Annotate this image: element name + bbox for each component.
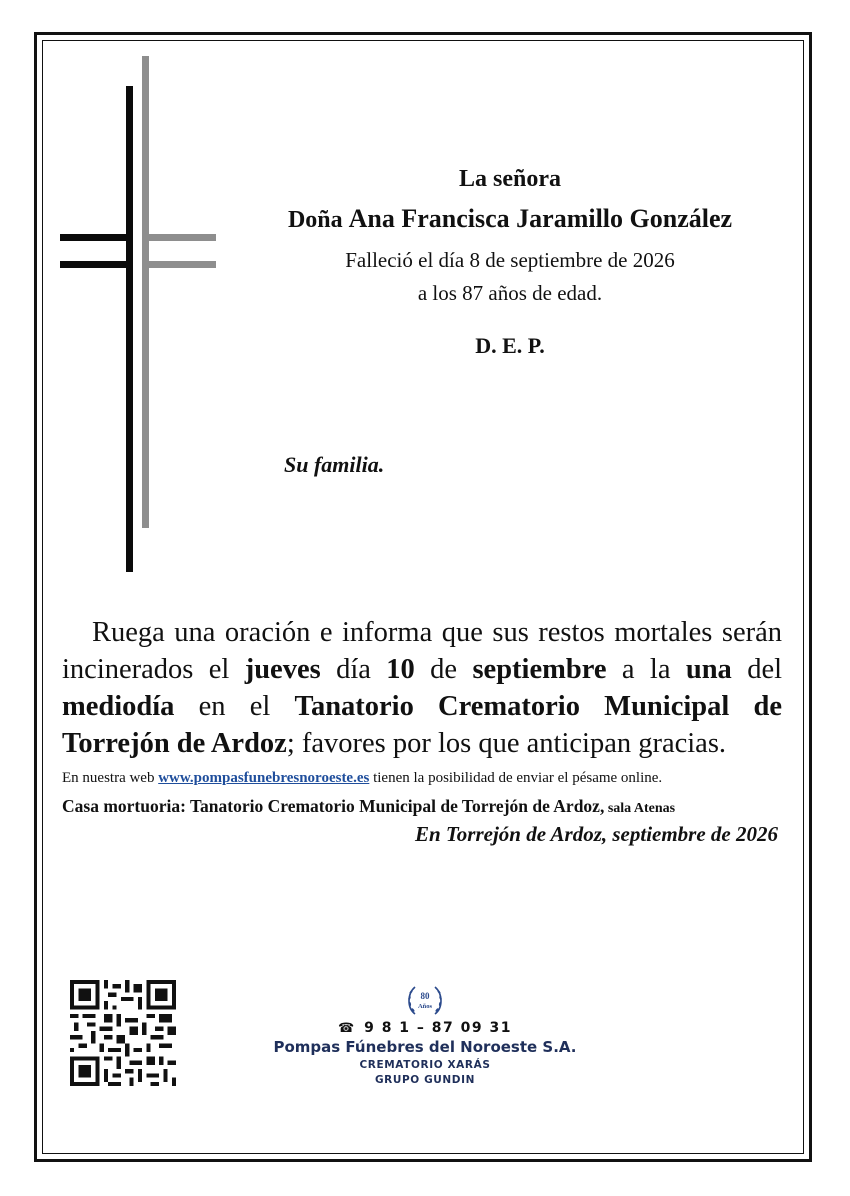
announcement-text-2: día	[320, 654, 387, 685]
age-line: a los 87 años de edad.	[417, 281, 603, 305]
group-name: GRUPO GUNDIN	[374, 1074, 476, 1086]
phone-line	[260, 1020, 590, 1036]
crematorium-name: CREMATORIO XARÁS	[359, 1059, 491, 1071]
web-notice	[62, 770, 792, 787]
web-prefix: En nuestra web	[62, 770, 159, 786]
cross-black-vertical	[126, 86, 133, 572]
telephone-icon: ☎	[338, 1021, 356, 1036]
announcement-paragraph	[62, 614, 782, 762]
cross-grey-arm-bottom	[142, 261, 216, 268]
cross-grey-vertical	[142, 56, 149, 528]
death-date: Falleció el día 8 de septiembre de 2026	[345, 248, 675, 272]
company-name: Pompas Fúnebres del Noroeste S.A.	[273, 1038, 577, 1056]
announcement-text-7: ; favores por los que anticipan gracias.	[286, 728, 727, 759]
cross-grey-arm-top	[142, 234, 216, 241]
phone-number: 9 8 1 – 87 09 31	[364, 1020, 512, 1036]
announcement-text-6: en el	[174, 691, 295, 722]
announcement-text-4: a la	[606, 654, 686, 685]
anniversary-emblem-icon	[403, 982, 447, 1020]
announcement-text-5: del	[731, 654, 783, 685]
emblem-number: 80	[420, 991, 430, 1001]
name-prefix: Doña	[287, 207, 343, 233]
rip-text: D. E. P.	[475, 333, 545, 358]
announcement-month: septiembre	[472, 654, 607, 685]
emblem-text: Años	[417, 1003, 433, 1010]
announcement-text-1: Ruega una oración e informa que sus restos mortales serán incinerados el	[62, 617, 782, 685]
announcement-hour: una	[685, 654, 732, 685]
cross-black-arm-top	[60, 234, 133, 241]
funeral-home-label: Casa mortuoria: Tanatorio Crematorio Municipal de Torrejón de Ardoz,	[62, 796, 605, 816]
announcement-text-3: de	[414, 654, 473, 685]
announcement-day: jueves	[244, 654, 321, 685]
announcement-time: mediodía	[62, 691, 175, 722]
place-date: En Torrejón de Ardoz, septiembre de 2026	[414, 822, 778, 846]
announcement-date: 10	[386, 654, 415, 685]
funeral-company-footer	[260, 982, 590, 1086]
funeral-home-line	[62, 796, 792, 817]
cross-black-arm-bottom	[60, 261, 133, 268]
family-signature: Su familia.	[284, 452, 385, 477]
deceased-name	[230, 204, 790, 234]
full-name: Ana Francisca Jaramillo González	[348, 204, 733, 233]
announcement-venue: Tanatorio Crematorio Municipal de Torrejón de Ardoz	[62, 691, 783, 759]
qr-code-icon[interactable]	[70, 980, 176, 1086]
intro-title: La señora	[459, 166, 561, 192]
website-link[interactable]: www.pompasfunebresnoroeste.es	[158, 770, 370, 786]
room-name: sala Atenas	[604, 801, 676, 816]
web-suffix: tienen la posibilidad de enviar el pésame online.	[369, 770, 663, 786]
